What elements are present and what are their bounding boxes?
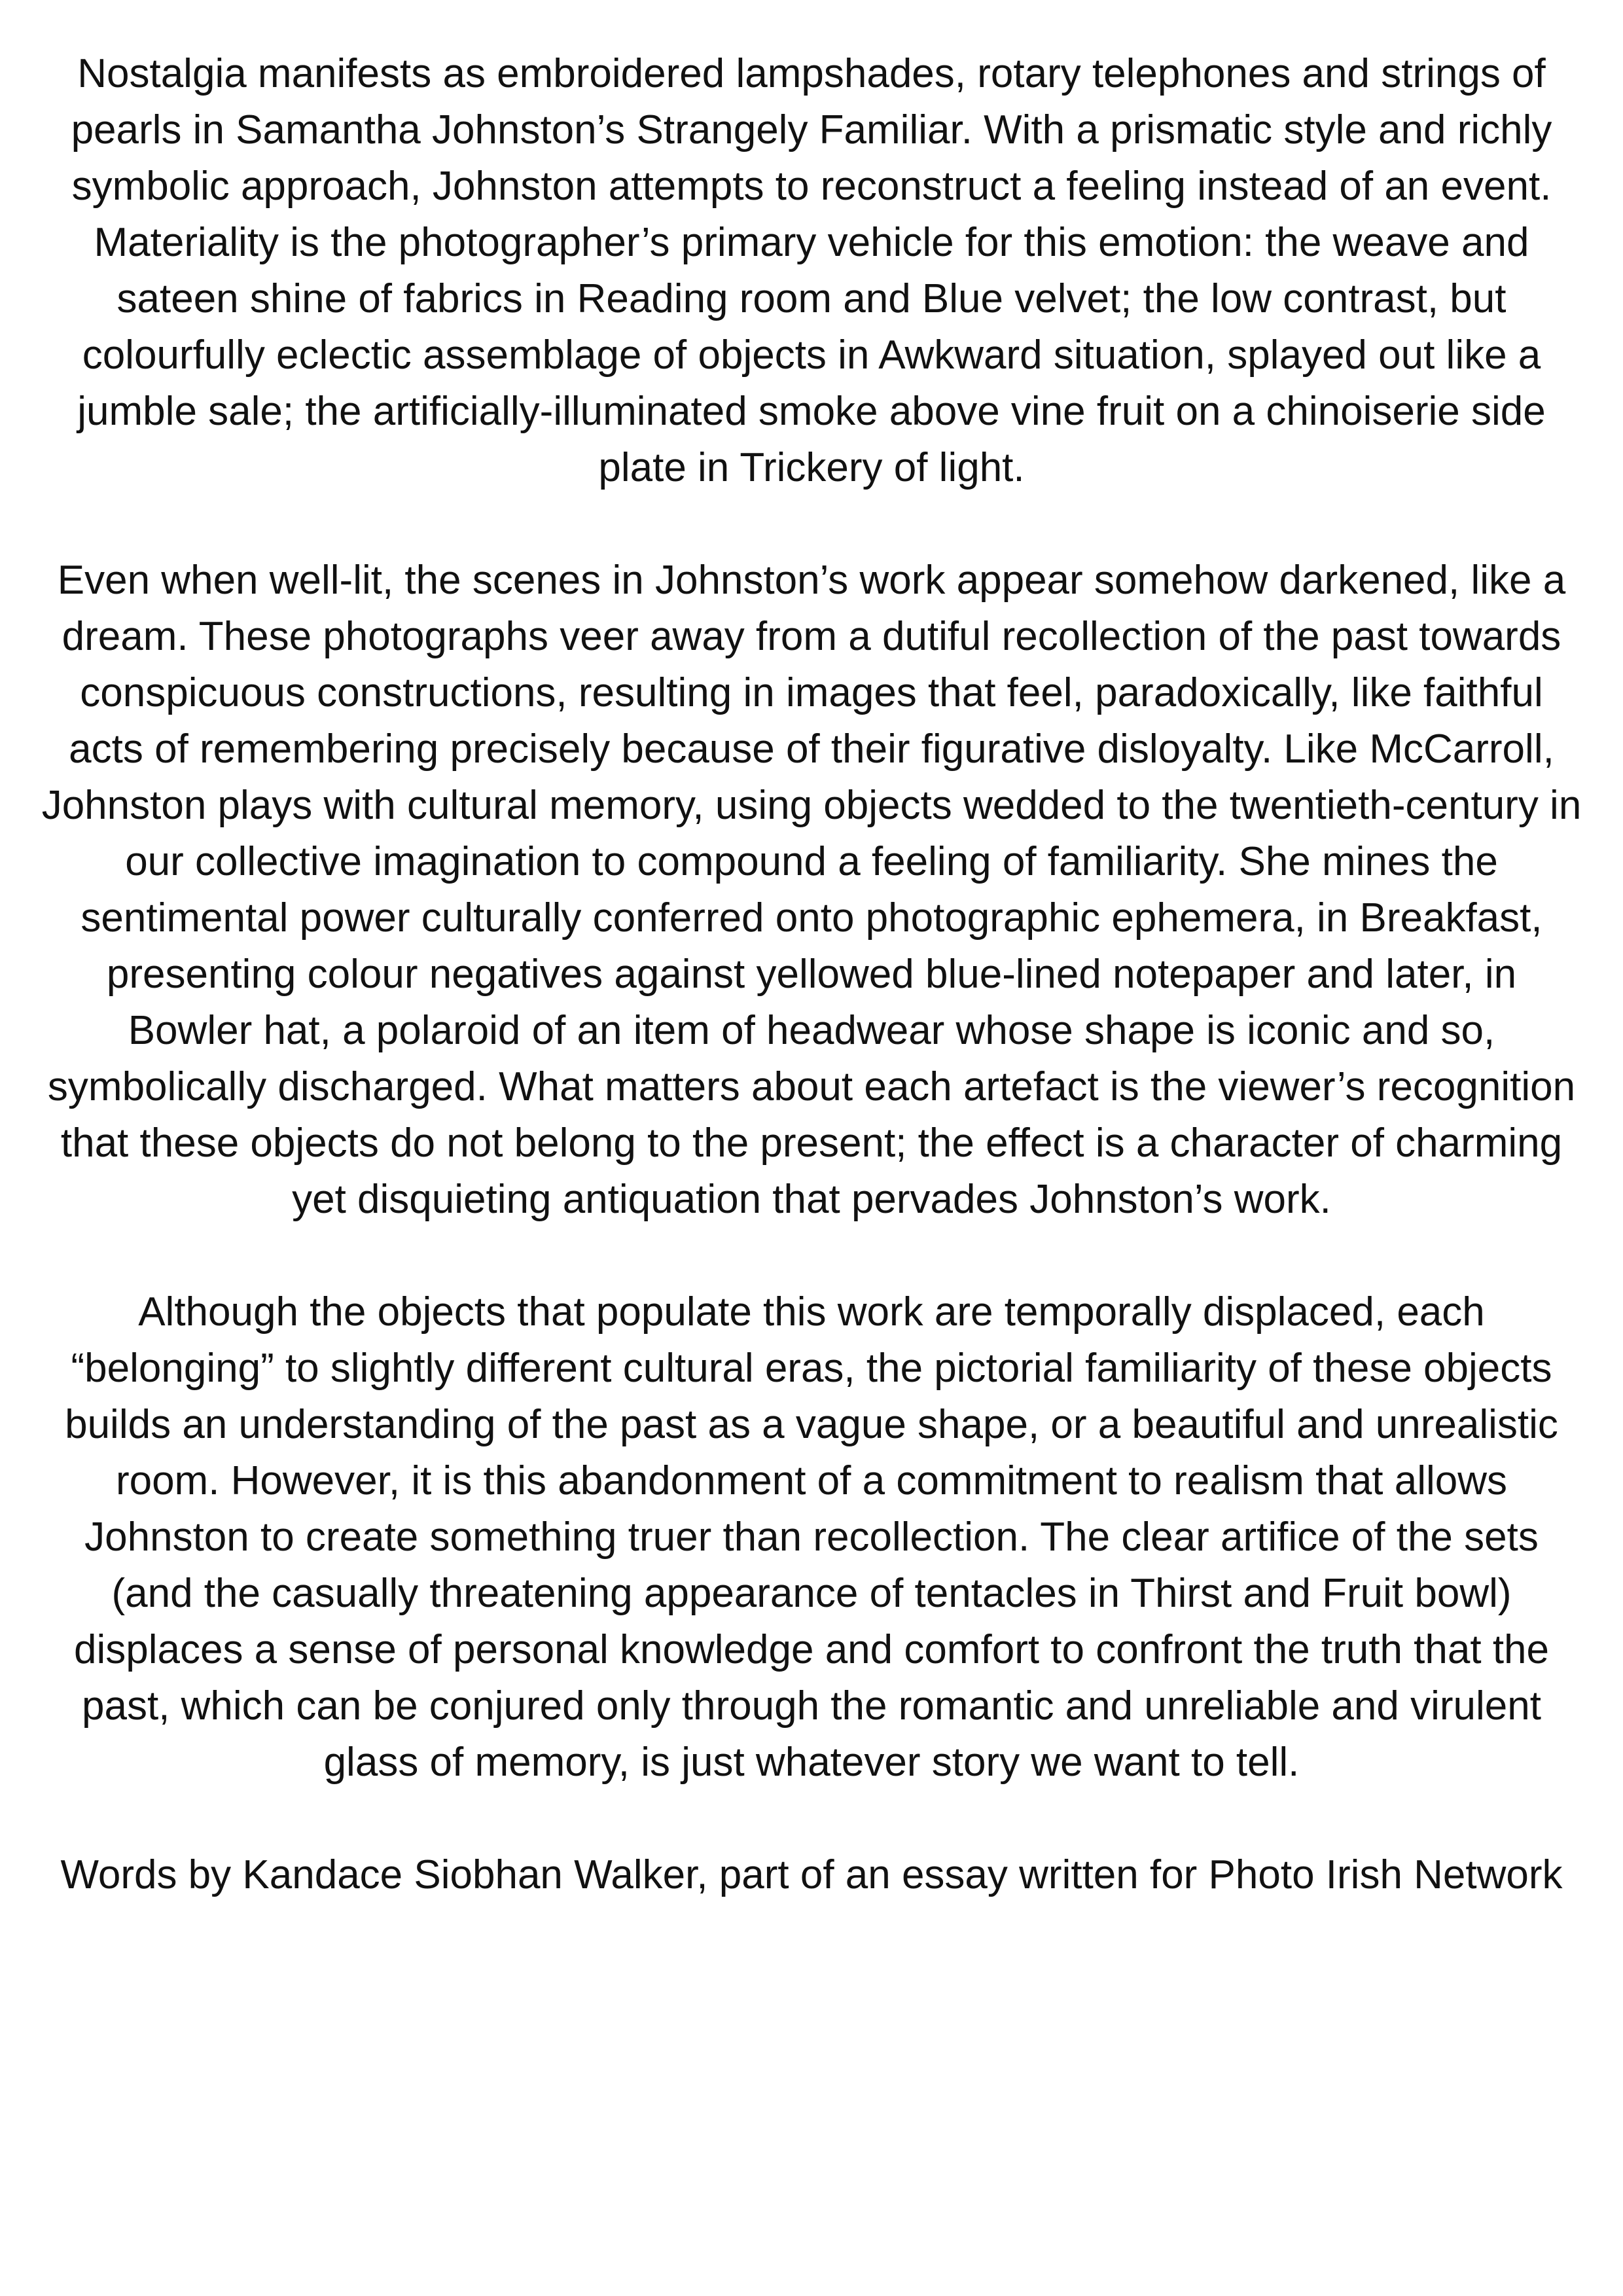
paragraph-1: Nostalgia manifests as embroidered lampshades, rotary telephones and strings of pearls in Samantha Johnston’s Strangely Familiar. With a prismatic style and richly symbolic approach, Johnston attempts to reconstruct a feeling instead of an event. Materiality is the photographer’s primary vehicle for this emotion: the weave and sateen shine of fabrics in Reading room and Blue velvet; the low contrast, but colourfully eclectic assemblage of objects in Awkward situation, splayed out like a jumble sale; the artificially-illuminated smoke above vine fruit on a chinoiserie side plate in Trickery of light. bbox=[71, 51, 1552, 490]
paragraph-3: Although the objects that populate this work are temporally displaced, each “belonging” to slightly different cultural eras, the pictorial familiarity of these objects builds an understanding of the past as a vague shape, or a beautiful and unrealistic room. However, it is this abandonment of a commitment to realism that allows Johnston to create something truer than recollection. The clear artifice of the sets (and the casually threatening appearance of tentacles in Thirst and Fruit bowl) displaces a sense of personal knowledge and comfort to confront the truth that the past, which can be conjured only through the romantic and unreliable and virulent glass of memory, is just whatever story we want to tell. bbox=[65, 1289, 1558, 1785]
author-credit: Words by Kandace Siobhan Walker, part of an essay written for Photo Irish Network bbox=[60, 1852, 1563, 1897]
paragraph-2: Even when well-lit, the scenes in Johnston’s work appear somehow darkened, like a dream. These photographs veer away from a dutiful recollection of the past towards conspicuous constructions, resulting in images that feel, paradoxically, like faithful acts of remembering precisely because of their figurative disloyalty. Like McCarroll, Johnston plays with cultural memory, using objects wedded to the twentieth-century in our collective imagination to compound a feeling of familiarity. She mines the sentimental power culturally conferred onto photographic ephemera, in Breakfast, presenting colour negatives against yellowed blue-lined notepaper and later, in Bowler hat, a polaroid of an item of headwear whose shape is iconic and so, symbolically discharged. What matters about each artefact is the viewer’s recognition that these objects do not belong to the present; the effect is a character of charming yet disquieting antiquation that pervades Johnston’s work. bbox=[41, 558, 1582, 1222]
essay-body bbox=[39, 46, 1584, 1903]
